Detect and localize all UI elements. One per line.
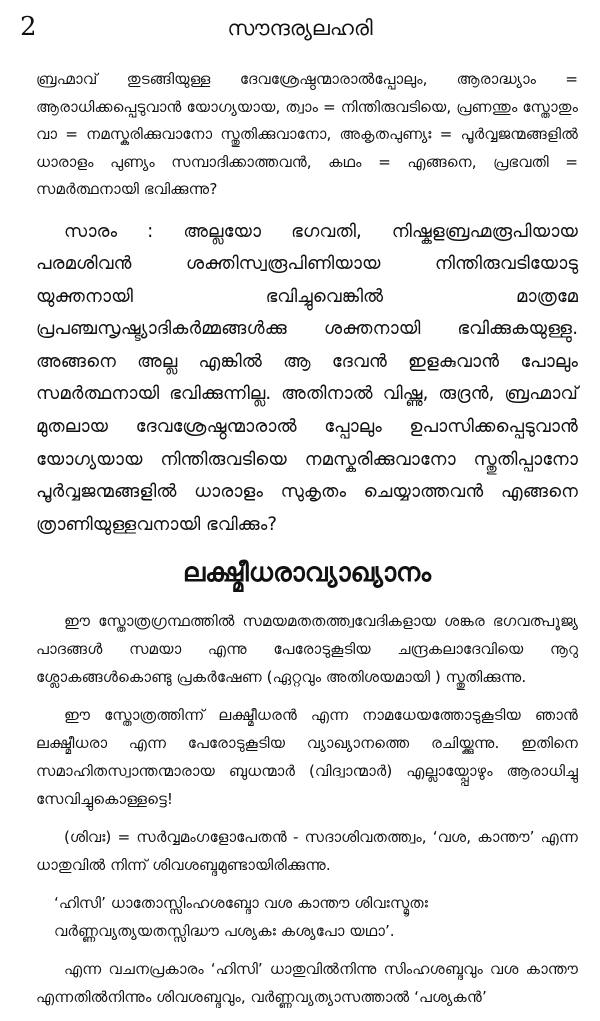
intro-paragraph: ഈ സ്തോത്രഗ്രന്ഥത്തിൽ സമയമതതത്ത്വവേദികളായ ശങ്കര ഭഗവത്പൂജ്യ പാദങ്ങൾ സമയാ എന്നു പേരോടുകൂടിയ ചന്ദ്രകലാദേവിയെ നൂറു ശ്ലോകങ്ങൾകൊണ്ടു പ്രകർഷേണ (ഏറ്റവും അതിശയമായി ) സ്തുതിക്കുന്നു. xyxy=(36,612,578,687)
sanskrit-quote xyxy=(36,889,578,945)
page-body xyxy=(36,66,578,1021)
definition-paragraph: (ശിവഃ) = സർവ്വമംഗളോപേതൻ - സദാശിവതത്ത്വം, ‘വശ, കാന്തൗ’ എന്ന ധാതുവിൽ നിന്ന് ശിവശബ്ദമുണ്ടായിരിക്കുന്നു. xyxy=(36,828,578,875)
section-heading: ലക്ഷ്മീധരാവ്യാഖ്യാനം xyxy=(182,558,432,589)
quote-line: വർണ്ണവ്യത്യയതസ്സിദ്ധൗ പശ്യകഃ കശ്യപോ യഥാ’. xyxy=(54,922,395,941)
commentary-paragraph: ബ്രഹ്മാവ് തുടങ്ങിയുള്ള ദേവശ്രേഷ്ഠന്മാരാൽപ്പോലും, ആരാദ്ധ്യാം = ആരാധിക്കപ്പെടുവാൻ യോഗ്യയായ, ത്വാം = നിന്തിരുവടിയെ, പ്രണന്തും സ്തോതും വാ = നമസ്കരിക്കുവാനോ സ്തുതിക്കുവാനോ, അകൃതപുണ്യഃ = പൂർവ്വജന്മങ്ങളിൽ ധാരാളം പുണ്യം സമ്പാദിക്കാത്തവൻ, കഥം = എങ്ങനെ, പ്രഭവതി = സമർത്ഥനായി ഭവിക്കുന്നു? xyxy=(36,70,578,198)
quote-line: ‘ഹിസി’ ധാതോസ്സിംഹശബ്ദോ വശ കാന്തൗ ശിവഃസ്മൃതഃ xyxy=(54,894,428,913)
running-title: സൗന്ദര്യലഹരി xyxy=(227,16,373,40)
page-number: 2 xyxy=(20,12,37,42)
explanation-paragraph: എന്ന വചനപ്രകാരം ‘ഹിസി’ ധാതുവിൽനിന്നു സിംഹശബ്ദവും വശ കാന്തൗ എന്നതിൽനിന്നും ശിവശബ്ദവും, വർണ്ണവ്യത്യാസത്താൽ ‘പശ്യകൻ’ xyxy=(36,960,578,1007)
summary-paragraph: സാരം : അല്ലയോ ഭഗവതി, നിഷ്കളബ്രഹ്മരൂപിയായ പരമശിവൻ ശക്തിസ്വരൂപിണിയായ നിന്തിരുവടിയോടു യുക്തനായി ഭവിച്ചുവെങ്കിൽ മാത്രമേ പ്രപഞ്ചസൃഷ്ട്യാദികർമ്മങ്ങൾക്കു ശക്തനായി ഭവിക്കുകയുള്ളു. അങ്ങനെ അല്ല എങ്കിൽ ആ ദേവൻ ഇളകുവാൻ പോലും സമർത്ഥനായി ഭവിക്കുന്നില്ല. അതിനാൽ വിഷ്ണു, രുദ്രൻ, ബ്രഹ്മാവ് മുതലായ ദേവശ്രേഷ്ഠന്മാരാൽ പ്പോലും ഉപാസിക്കപ്പെടുവാൻ യോഗ്യയായ നിന്തിരുവടിയെ നമസ്കരിക്കുവാനോ സ്തുതിപ്പാനോ പൂർവ്വജന്മങ്ങളിൽ ധാരാളം സുകൃതം ചെയ്യാത്തവൻ എങ്ങനെ ത്രാണിയുള്ളവനായി ഭവിക്കും? xyxy=(36,220,578,535)
author-paragraph: ഈ സ്തോത്രത്തിന്ന് ലക്ഷ്മീധരൻ എന്ന നാമധേയത്തോടുകൂടിയ ഞാൻ ലക്ഷ്മീധരാ എന്ന പേരോടുകൂടിയ വ്യാഖ്യാനത്തെ രചിയ്ക്കുന്നു. ഇതിനെ സമാഹിതസ്വാന്തന്മാരായ ബുധന്മാർ (വിദ്വാന്മാർ) എല്ലായ്പ്പോഴും ആരാധിച്ചു സേവിച്ചുകൊള്ളട്ടെ! xyxy=(36,706,578,809)
